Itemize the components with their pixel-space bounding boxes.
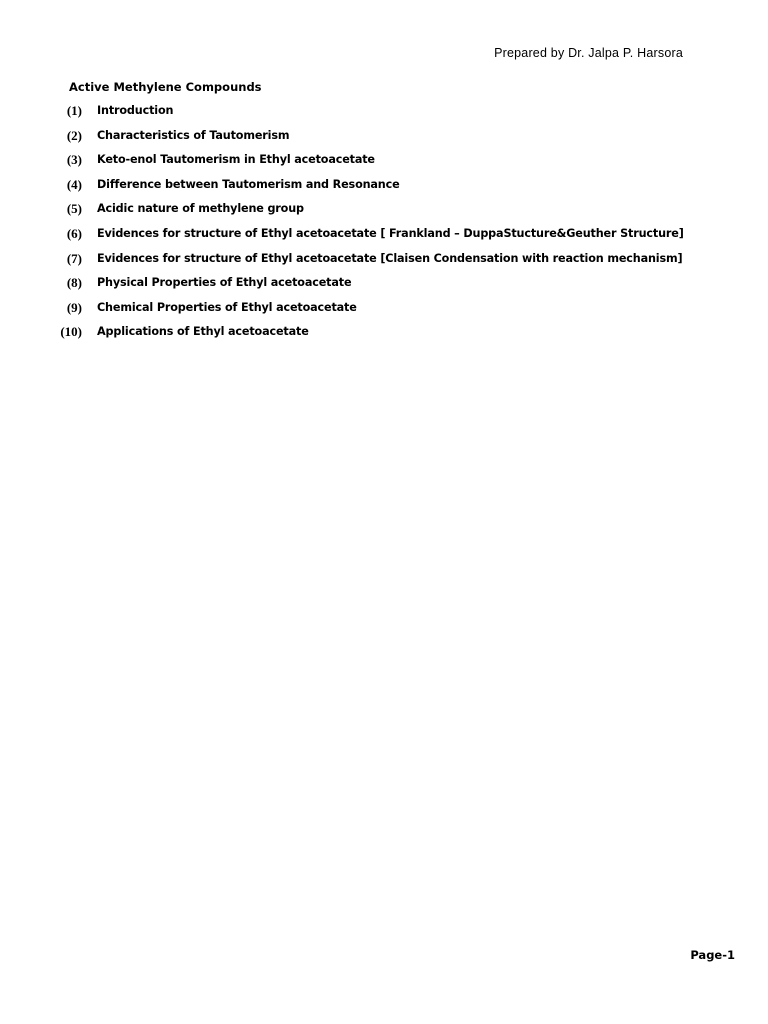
list-item bbox=[0, 225, 768, 250]
list-item bbox=[0, 127, 768, 152]
list-item-number: (1) bbox=[66, 103, 82, 118]
author-credit: Prepared by Dr. Jalpa P. Harsora bbox=[494, 46, 683, 60]
list-item-text: Evidences for structure of Ethyl acetoacetate [Claisen Condensation with reaction mechanism] bbox=[97, 251, 683, 265]
list-item-number: (7) bbox=[66, 250, 82, 266]
list-item-number: (10) bbox=[60, 324, 82, 340]
list-item-number: (6) bbox=[66, 225, 82, 241]
list-item-number: (9) bbox=[66, 299, 82, 315]
list-item bbox=[0, 323, 768, 348]
list-item-number: (8) bbox=[66, 275, 82, 291]
list-item bbox=[0, 250, 768, 275]
list-item-text: Chemical Properties of Ethyl acetoacetate bbox=[97, 300, 357, 314]
list-item-number: (4) bbox=[66, 176, 82, 192]
list-item-text: Keto-enol Tautomerism in Ethyl acetoacetate bbox=[97, 153, 375, 167]
list-item bbox=[0, 274, 768, 299]
topic-list bbox=[0, 102, 768, 348]
list-item-number: (3) bbox=[66, 152, 82, 168]
list-item-text: Evidences for structure of Ethyl acetoacetate [ Frankland – DuppaStucture&Geuther Structure] bbox=[97, 226, 684, 240]
list-item-text: Introduction bbox=[97, 104, 174, 117]
list-item-text: Acidic nature of methylene group bbox=[97, 202, 304, 216]
list-item bbox=[0, 151, 768, 176]
list-item-number: (2) bbox=[66, 127, 82, 143]
list-item bbox=[0, 200, 768, 225]
list-item bbox=[0, 299, 768, 324]
list-item bbox=[0, 102, 768, 127]
list-item bbox=[0, 176, 768, 201]
list-item-text: Physical Properties of Ethyl acetoacetate bbox=[97, 276, 352, 290]
list-item-text: Applications of Ethyl acetoacetate bbox=[97, 325, 309, 339]
list-item-text: Characteristics of Tautomerism bbox=[97, 128, 290, 142]
list-item-number: (5) bbox=[66, 201, 82, 217]
document-title: Active Methylene Compounds bbox=[69, 80, 262, 94]
page-number: Page-1 bbox=[690, 948, 735, 962]
list-item-text: Difference between Tautomerism and Resonance bbox=[97, 177, 400, 191]
